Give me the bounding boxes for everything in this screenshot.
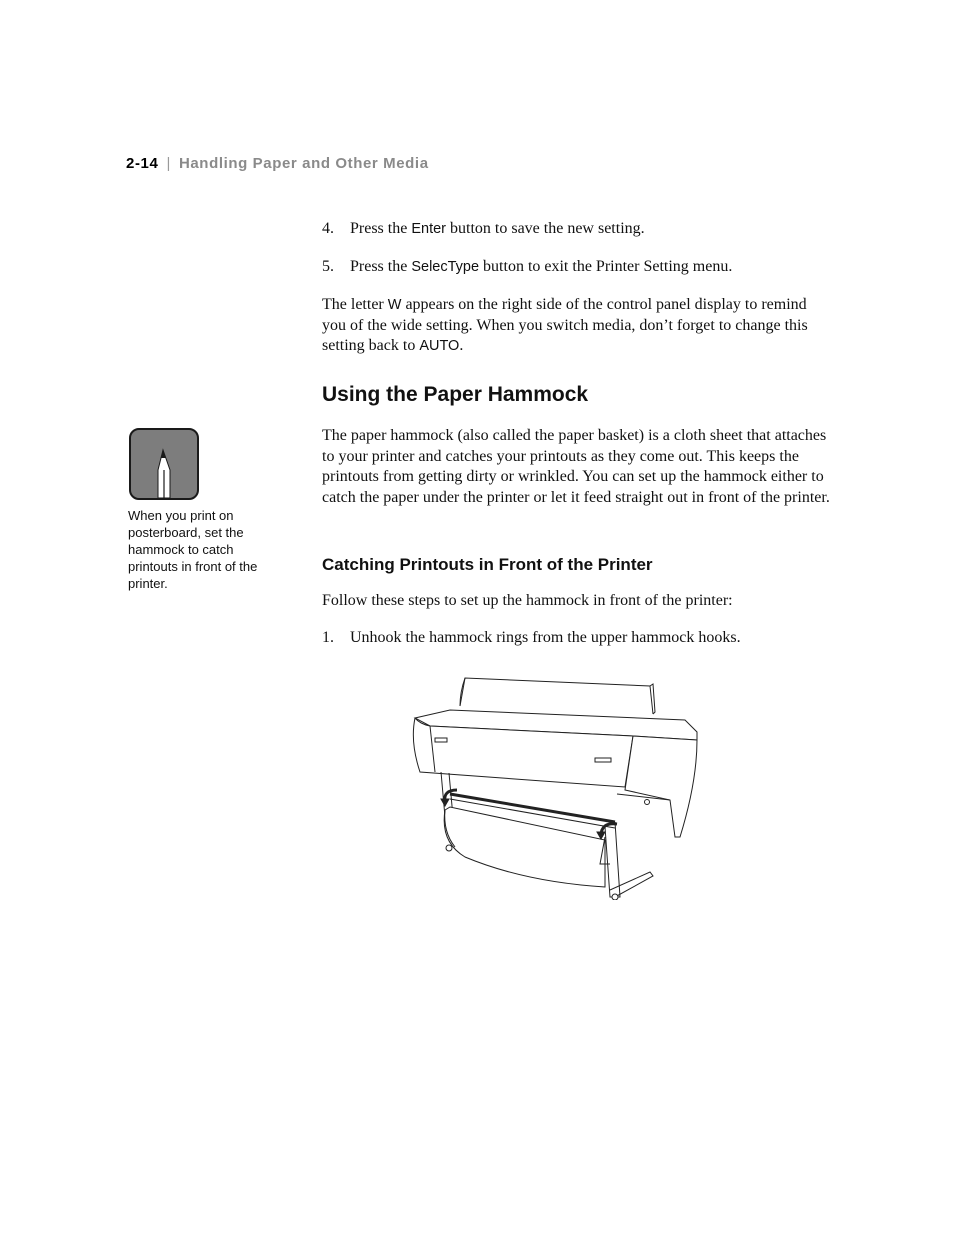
step-text: button to save the new setting. <box>446 220 645 237</box>
subsection-heading: Catching Printouts in Front of the Printer <box>322 555 653 574</box>
page-number: 2-14 <box>126 155 159 172</box>
paragraph-text: . <box>459 337 464 354</box>
chapter-title: Handling Paper and Other Media <box>178 155 429 172</box>
paragraph-text: appears on the right side of the control panel display to remind you of the wide setting. When you switch media, don’t forget to change this setting back to <box>322 296 808 354</box>
enter-key-label: Enter <box>411 221 446 237</box>
selectype-key-label: SelecType <box>411 259 480 275</box>
step-number: 1. <box>322 629 334 646</box>
step-number: 5. <box>322 258 334 275</box>
printer-hammock-illustration <box>405 672 705 900</box>
step-5 <box>322 258 732 276</box>
pencil-note-icon <box>129 428 199 500</box>
paragraph-text: The letter <box>322 296 388 313</box>
step-text: Press the <box>350 258 412 275</box>
step-1 <box>322 629 741 647</box>
subsection-lead: Follow these steps to set up the hammock in front of the printer: <box>322 592 733 609</box>
auto-setting-label: AUTO <box>419 338 460 354</box>
step-text: button to exit the Printer Setting menu. <box>479 258 733 275</box>
running-header <box>126 155 429 172</box>
margin-note: When you print on posterboard, set the hammock to catch printouts in front of the printer. <box>128 508 258 591</box>
hammock-intro-paragraph: The paper hammock (also called the paper basket) is a cloth sheet that attaches to your printer and catches your printouts as they come out. This keeps the printouts from getting dirty or wrinkled. You can set up the hammock either to catch the paper under the printer or let it feed straight out in front of the printer. <box>322 427 830 506</box>
step-number: 4. <box>322 220 334 237</box>
section-heading: Using the Paper Hammock <box>322 383 589 406</box>
step-text: Press the <box>350 220 412 237</box>
w-indicator-label: W <box>387 297 402 313</box>
step-4 <box>322 220 645 238</box>
step-text: Unhook the hammock rings from the upper hammock hooks. <box>350 629 741 646</box>
header-separator: | <box>166 155 171 172</box>
wide-setting-paragraph <box>322 295 830 357</box>
